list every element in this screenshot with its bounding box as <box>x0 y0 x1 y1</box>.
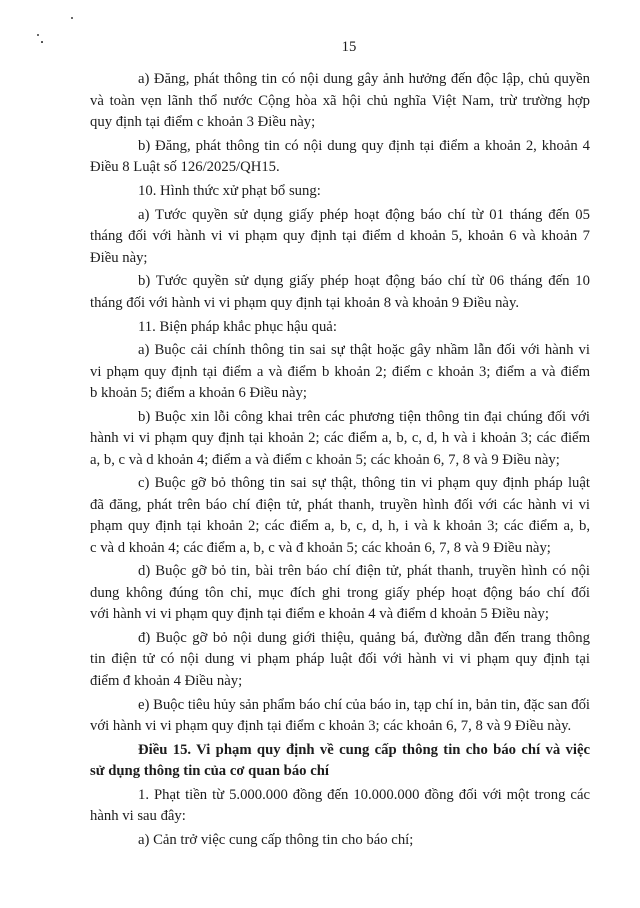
text-line: 11. Biện pháp khắc phục hậu quả: <box>138 318 337 335</box>
text-line: c và d khoản 4; các điểm a, b, c và đ khoản 5; các khoản 6, 7, 8 và 9 Điều này; <box>90 539 551 556</box>
scan-speck <box>71 17 73 19</box>
document-body <box>90 69 590 854</box>
text-line: a) Tước quyền sử dụng giấy phép hoạt động báo chí từ 01 tháng đến 05 <box>138 206 590 223</box>
text-line: quy định tại điểm c khoản 3 Điều này; <box>90 114 316 131</box>
clause-11-point-dd <box>90 628 590 692</box>
continued-point-b <box>90 136 590 179</box>
clause-11-title <box>90 317 590 338</box>
clause-10-title <box>90 181 590 202</box>
clause-11-point-b <box>90 407 590 471</box>
text-line: hành vi sau đây: <box>90 808 186 825</box>
text-line: d) Buộc gỡ bỏ tin, bài trên báo chí điện tử, phát thanh, truyền hình có nội <box>138 563 590 580</box>
text-line: Điều này; <box>90 249 148 266</box>
text-line: sử dụng thông tin của cơ quan báo chí <box>90 763 329 780</box>
text-line: a, b, c và d khoản 4; điểm a và điểm c khoản 5; các khoản 6, 7, 8 và 9 Điều này; <box>90 451 560 468</box>
text-line: hành vi vi phạm quy định tại khoản 2; các điểm a, b, c, d, h và i khoản 3; các điểm <box>90 430 590 447</box>
text-line: với hành vi vi phạm quy định tại điểm e khoản 4 và điểm d khoản 5 Điều này; <box>90 606 549 623</box>
text-line: Điều 15. Vi phạm quy định về cung cấp thông tin cho báo chí và việc <box>138 741 590 758</box>
text-line: e) Buộc tiêu hủy sản phẩm báo chí của báo in, tạp chí in, bản tin, đặc san đối <box>138 696 590 713</box>
scan-speck <box>41 41 43 43</box>
text-line: a) Đăng, phát thông tin có nội dung gây ảnh hưởng đến độc lập, chủ quyền <box>138 71 590 88</box>
text-line: b) Buộc xin lỗi công khai trên các phương tiện thông tin đại chúng đối với <box>138 408 590 425</box>
scan-speck <box>37 34 39 36</box>
text-line: b) Tước quyền sử dụng giấy phép hoạt động báo chí từ 06 tháng đến 10 <box>138 273 590 290</box>
text-line: b khoản 5; điểm a khoản 6 Điều này; <box>90 385 307 402</box>
clause-11-point-c <box>90 473 590 559</box>
text-line: vi phạm quy định tại điểm a và điểm b khoản 2; điểm c khoản 3; điểm a và điểm <box>90 363 590 380</box>
text-line: Điều 8 Luật số 126/2025/QH15. <box>90 159 280 176</box>
text-line: tin điện tử có nội dung vi phạm pháp luật đối với hành vi vi phạm quy định tại <box>90 651 590 668</box>
text-line: tháng đối với hành vi vi phạm quy định tại điểm d khoản 5, khoản 6 và khoản 7 <box>90 228 590 245</box>
text-line: 1. Phạt tiền từ 5.000.000 đồng đến 10.000.000 đồng đối với một trong các <box>138 786 590 803</box>
clause-11-point-e <box>90 695 590 738</box>
clause-10-point-a <box>90 205 590 269</box>
article-15-heading <box>90 740 590 783</box>
clause-10-point-b <box>90 271 590 314</box>
text-line: a) Buộc cải chính thông tin sai sự thật hoặc gây nhầm lẫn đối với hành vi <box>138 342 590 359</box>
article-15-clause-1-intro <box>90 785 590 828</box>
text-line: đ) Buộc gỡ bỏ nội dung giới thiệu, quảng bá, đường dẫn đến trang thông <box>138 629 590 646</box>
article-15-clause-1-point-a <box>90 830 590 851</box>
text-line: phạm quy định tại khoản 2; các điểm a, b, c, d, h, i và k khoản 3; các điểm a, b, <box>90 518 590 535</box>
text-line: điểm đ khoản 4 Điều này; <box>90 672 243 689</box>
continued-point-a <box>90 69 590 133</box>
text-line: c) Buộc gỡ bỏ thông tin sai sự thật, thông tin vi phạm quy định pháp luật <box>138 475 590 492</box>
clause-11-point-a <box>90 340 590 404</box>
page-number: 15 <box>341 39 357 55</box>
clause-11-point-d <box>90 561 590 625</box>
text-line: a) Cản trở việc cung cấp thông tin cho báo chí; <box>138 832 414 849</box>
text-line: b) Đăng, phát thông tin có nội dung quy định tại điểm a khoản 2, khoản 4 <box>138 137 590 154</box>
text-line: với hành vi vi phạm quy định tại điểm c khoản 3; các khoản 6, 7, 8 và 9 Điều này. <box>90 717 572 734</box>
text-line: và toàn vẹn lãnh thổ nước Cộng hòa xã hội chủ nghĩa Việt Nam, trừ trường hợp <box>90 92 590 109</box>
text-line: đã đăng, phát trên báo chí điện tử, phát thanh, truyền hình đối với các hành vi vi <box>90 496 590 513</box>
text-line: dung không đúng tôn chỉ, mục đích ghi trong giấy phép hoạt động báo chí đối <box>90 584 590 601</box>
text-line: tháng đối với hành vi vi phạm quy định tại khoản 8 và khoản 9 Điều này. <box>90 294 520 311</box>
text-line: 10. Hình thức xử phạt bổ sung: <box>138 183 321 200</box>
